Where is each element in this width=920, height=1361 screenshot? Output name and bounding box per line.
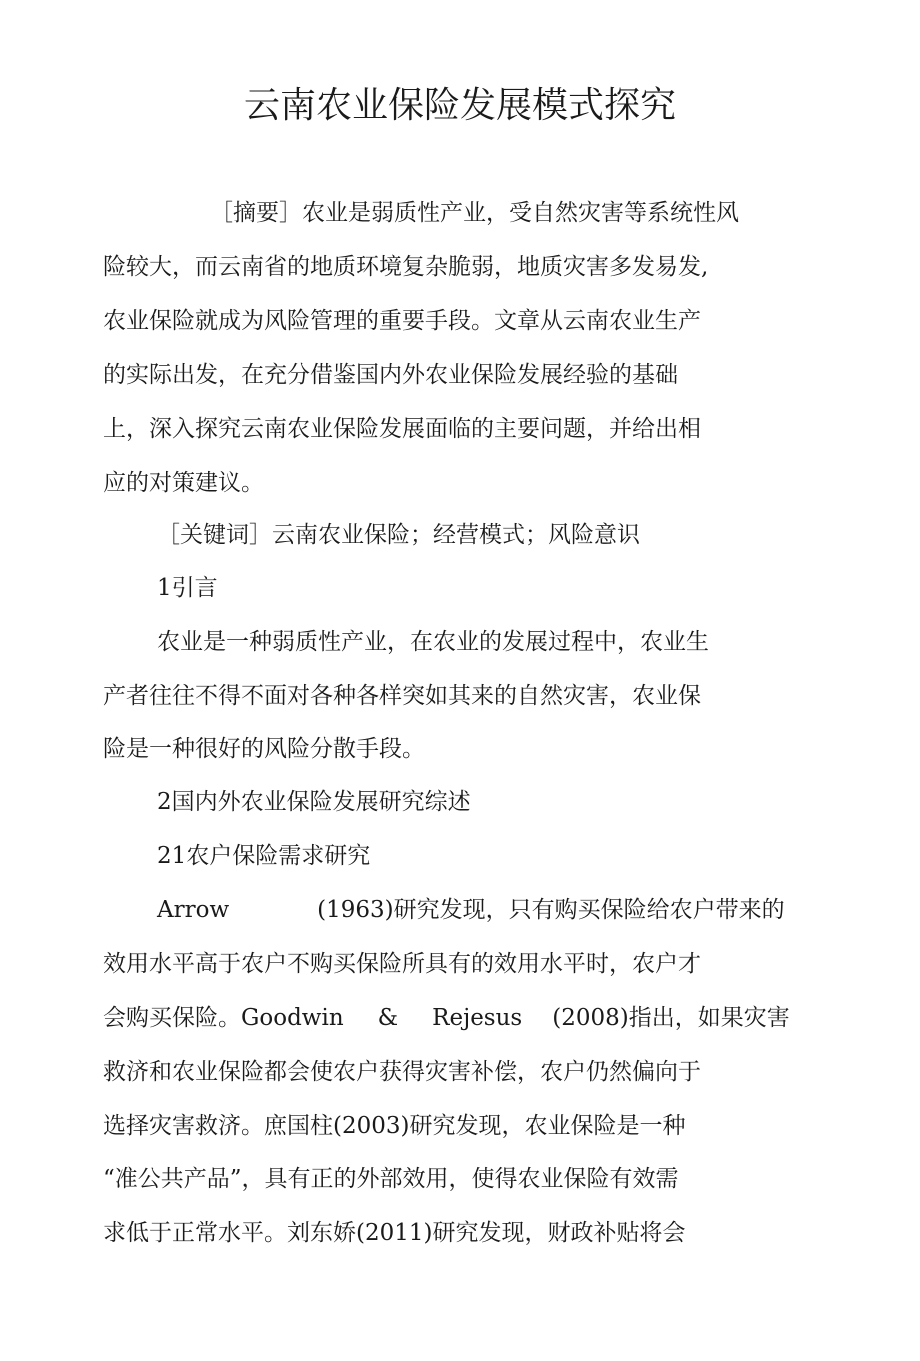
goodwin-prefix: 会购买保险。Goodwin: [103, 1005, 344, 1031]
arrow-line-rest: (1963)研究发现，只有购买保险给农户带来的: [317, 897, 785, 923]
paragraph-line-relief: 救济和农业保险都会使农户获得灾害补偿，农户仍然偏向于: [103, 1059, 701, 1085]
paragraph-line-choose: 选择灾害救济。庶国柱(2003)研究发现，农业保险是一种: [103, 1113, 686, 1139]
subsection-heading-2-1: 21农户保险需求研究: [157, 843, 371, 869]
abstract-line-2: 险较大，而云南省的地质环境复杂脆弱，地质灾害多发易发,: [103, 254, 709, 280]
paragraph-line-public-good: “准公共产品”，具有正的外部效用，使得农业保险有效需: [103, 1166, 679, 1192]
paragraph-line-utility: 效用水平高于农户不购买保险所具有的效用水平时，农户才: [103, 951, 701, 977]
author-rejesus: Rejesus: [432, 1005, 523, 1031]
document-title: 云南农业保险发展模式探究: [243, 85, 676, 126]
abstract-line-4: 的实际出发，在充分借鉴国内外农业保险发展经验的基础: [103, 362, 678, 388]
paragraph-line-3: 险是一种很好的风险分散手段。: [103, 736, 425, 762]
paragraph-line-subsidy: 求低于正常水平。刘东娇(2011)研究发现，财政补贴将会: [103, 1220, 686, 1246]
ampersand: &: [377, 1005, 399, 1031]
goodwin-line-rest: (2008)指出，如果灾害: [552, 1005, 790, 1031]
paragraph-line-arrow: [157, 894, 785, 926]
section-heading-2: 2国内外农业保险发展研究综述: [157, 789, 471, 815]
abstract-line-5: 上，深入探究云南农业保险发展面临的主要问题，并给出相: [103, 416, 701, 442]
abstract-line-1: ［摘要］农业是弱质性产业，受自然灾害等系统性风: [210, 200, 739, 226]
author-arrow: Arrow: [157, 897, 230, 923]
paragraph-line-goodwin: [103, 1002, 790, 1034]
keywords-line: ［关键词］云南农业保险；经营模式；风险意识: [157, 522, 640, 548]
paragraph-line-2: 产者往往不得不面对各种各样突如其来的自然灾害，农业保: [103, 683, 701, 709]
abstract-line-3: 农业保险就成为风险管理的重要手段。文章从云南农业生产: [103, 308, 701, 334]
abstract-line-6: 应的对策建议。: [103, 470, 264, 496]
paragraph-line-1: 农业是一种弱质性产业，在农业的发展过程中，农业生: [157, 629, 709, 655]
section-heading-1: 1引言: [157, 575, 218, 601]
